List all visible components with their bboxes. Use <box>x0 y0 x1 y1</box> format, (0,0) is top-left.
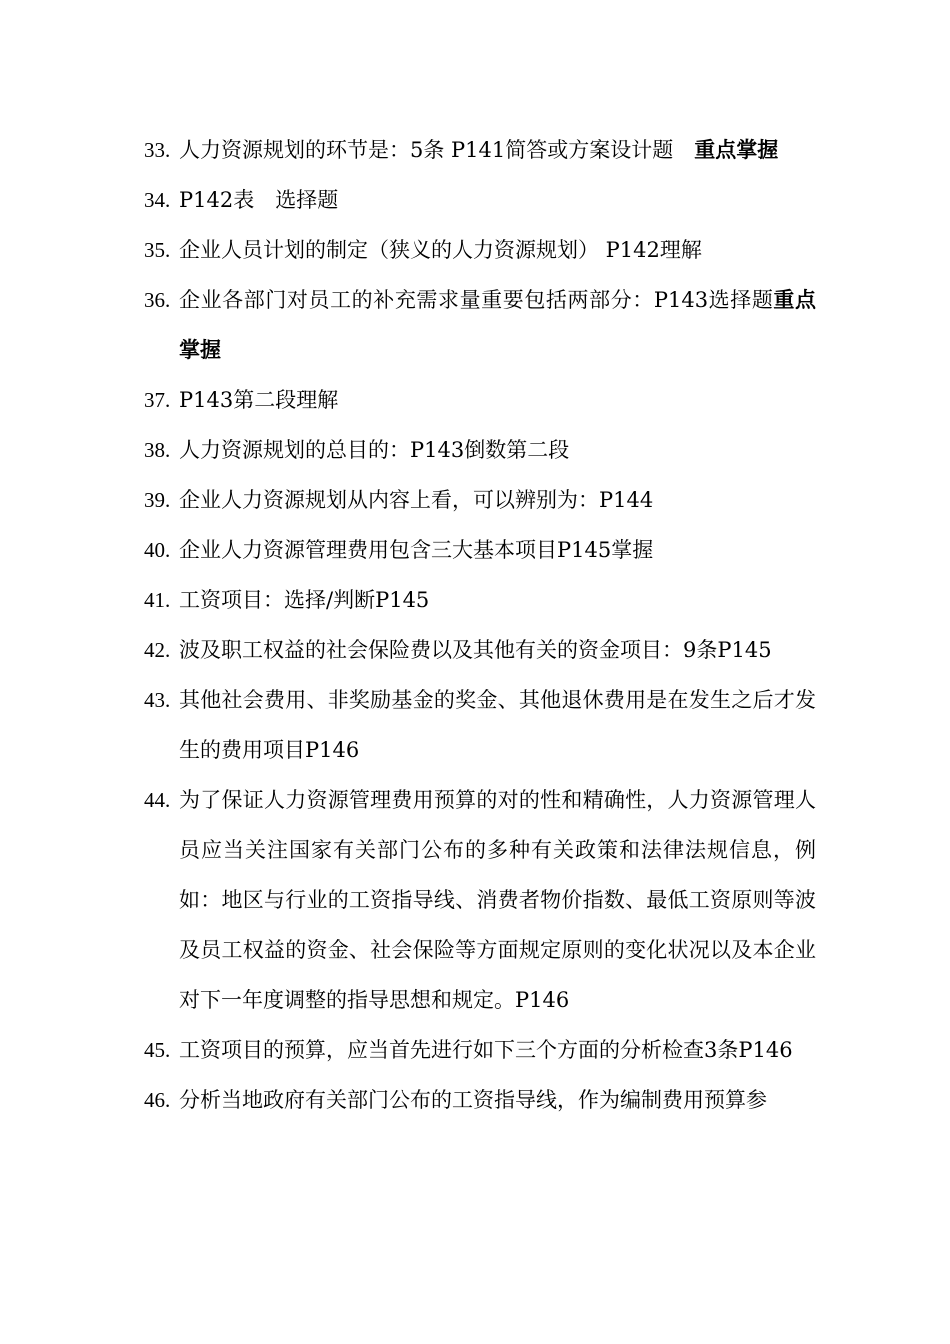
item-number: 44. <box>144 788 171 812</box>
item-emphasis: 重点掌握 <box>179 287 817 362</box>
item-text <box>179 275 816 375</box>
list-item <box>144 475 816 525</box>
item-text <box>179 425 816 475</box>
list-item <box>144 175 816 225</box>
item-number: 33. <box>144 138 171 162</box>
item-text <box>179 125 816 175</box>
item-number: 41. <box>144 588 171 612</box>
item-text <box>179 225 816 275</box>
list-item <box>144 575 816 625</box>
item-text <box>179 1025 816 1075</box>
item-body: 企业人力资源规划从内容上看，可以辨别为：P144 <box>179 488 654 512</box>
item-number: 34. <box>144 188 171 212</box>
list-item <box>144 675 816 775</box>
item-body: 工资项目的预算，应当首先进行如下三个方面的分析检查3条P146 <box>179 1038 793 1062</box>
list-item <box>144 775 816 1025</box>
item-number: 39. <box>144 488 171 512</box>
item-number: 46. <box>144 1088 171 1112</box>
item-number: 45. <box>144 1038 171 1062</box>
list-item <box>144 125 816 175</box>
item-number: 38. <box>144 438 171 462</box>
list-item <box>144 425 816 475</box>
item-body: 其他社会费用、非奖励基金的奖金、其他退休费用是在发生之后才发生的费用项目P146 <box>179 688 816 762</box>
item-text <box>179 625 816 675</box>
item-body: 分析当地政府有关部门公布的工资指导线，作为编制费用预算参 <box>179 1088 767 1112</box>
list-item <box>144 375 816 425</box>
item-text <box>179 175 816 225</box>
list-item <box>144 1075 816 1125</box>
item-text <box>179 675 816 775</box>
item-body: 企业各部门对员工的补充需求量重要包括两部分：P143选择题 <box>179 288 774 312</box>
item-body: P142表 选择题 <box>179 188 339 212</box>
item-body: 企业人员计划的制定（狭义的人力资源规划） P142理解 <box>179 238 702 262</box>
item-text <box>179 775 816 1025</box>
item-body: 工资项目：选择/判断P145 <box>179 588 430 612</box>
item-number: 43. <box>144 688 171 712</box>
numbered-list <box>144 125 816 1125</box>
item-text <box>179 375 816 425</box>
item-body: 人力资源规划的总目的：P143倒数第二段 <box>179 438 570 462</box>
list-item <box>144 225 816 275</box>
item-text <box>179 475 816 525</box>
item-number: 37. <box>144 388 171 412</box>
item-text <box>179 575 816 625</box>
item-number: 36. <box>144 288 171 312</box>
item-number: 35. <box>144 238 171 262</box>
list-item <box>144 525 816 575</box>
item-body: 人力资源规划的环节是：5条 P141简答或方案设计题 <box>179 138 695 162</box>
list-item <box>144 1025 816 1075</box>
item-text <box>179 1075 816 1125</box>
item-body: P143第二段理解 <box>179 388 339 412</box>
item-body: 企业人力资源管理费用包含三大基本项目P145掌握 <box>179 538 654 562</box>
item-number: 42. <box>144 638 171 662</box>
item-text <box>179 525 816 575</box>
item-emphasis: 重点掌握 <box>694 137 779 162</box>
item-body: 波及职工权益的社会保险费以及其他有关的资金项目：9条P145 <box>179 638 772 662</box>
list-item <box>144 625 816 675</box>
list-item <box>144 275 816 375</box>
item-body: 为了保证人力资源管理费用预算的对的性和精确性，人力资源管理人员应当关注国家有关部门公布的多种有关政策和法律法规信息，例如：地区与行业的工资指导线、消费者物价指数、最低工资原则等波及员工权益的资金、社会保险等方面规定原则的变化状况以及本企业对下一年度调整的指导思想和规定。P146 <box>179 788 816 1012</box>
item-number: 40. <box>144 538 171 562</box>
